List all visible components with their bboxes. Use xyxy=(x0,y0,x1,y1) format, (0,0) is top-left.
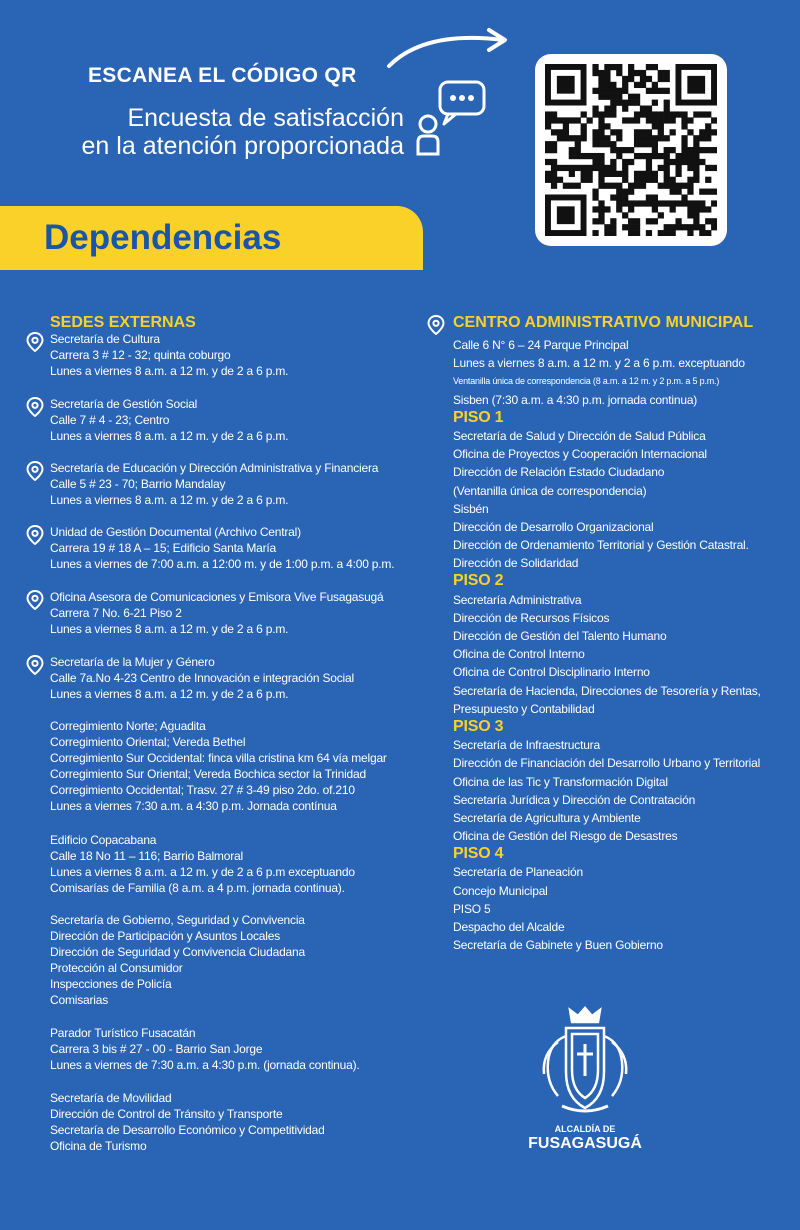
sede-detail: Carrera 3 # 12 - 32; quinta coburgo xyxy=(50,348,231,362)
sede-block xyxy=(50,1025,360,1073)
piso-title: PISO 4 xyxy=(453,845,504,863)
sede-detail: Dirección de Participación y Asuntos Locales xyxy=(50,929,280,943)
dependencia-item: Presupuesto y Contabilidad xyxy=(453,701,595,716)
sede-detail: Corregimiento Sur Occidental: finca villa cristina km 64 vía melgar xyxy=(50,751,387,765)
sede-detail: Carrera 7 No. 6-21 Piso 2 xyxy=(50,606,182,620)
sede-block xyxy=(50,524,394,572)
dependencia-item: Dirección de Relación Estado Ciudadano xyxy=(453,465,665,480)
cam-info: Calle 6 N° 6 – 24 Parque Principal xyxy=(453,338,629,352)
piso-title: PISO 2 xyxy=(453,572,504,590)
alcaldia-coat-of-arms-logo xyxy=(522,1002,648,1122)
sede-detail: Calle 7a.No 4-23 Centro de Innovación e integración Social xyxy=(50,671,354,685)
dependencia-item: PISO 5 xyxy=(453,901,491,916)
sede-detail: Calle 18 No 11 – 116; Barrio Balmoral xyxy=(50,849,243,863)
dependencia-item: Dirección de Recursos Físicos xyxy=(453,610,610,625)
dependencias-title: Dependencias xyxy=(44,218,282,257)
dependencia-item: Secretaría de Agricultura y Ambiente xyxy=(453,810,641,825)
dependencia-item: Oficina de Proyectos y Cooperación Internacional xyxy=(453,447,707,462)
sede-name: Oficina Asesora de Comunicaciones y Emisora Vive Fusagasugá xyxy=(50,590,384,604)
dependencia-item: Secretaría de Hacienda, Direcciones de Tesorería y Rentas, xyxy=(453,683,761,698)
sede-detail: Dirección de Seguridad y Convivencia Ciudadana xyxy=(50,945,305,959)
dependencia-item: Sisbén xyxy=(453,501,489,516)
sede-block xyxy=(50,331,288,379)
sede-name: Edificio Copacabana xyxy=(50,833,157,847)
centro-administrativo-title: CENTRO ADMINISTRATIVO MUNICIPAL xyxy=(453,314,754,331)
dependencia-item: (Ventanilla única de correspondencia) xyxy=(453,483,647,498)
sede-name: Secretaría de Cultura xyxy=(50,332,160,346)
sede-detail: Comisarías de Familia (8 a.m. a 4 p.m. jornada continua). xyxy=(50,881,345,895)
dependencia-item: Oficina de Control Interno xyxy=(453,647,585,662)
dependencia-item: Dirección de Solidaridad xyxy=(453,556,579,571)
dependencia-item: Secretaría Administrativa xyxy=(453,592,582,607)
dependencia-item: Dirección de Desarrollo Organizacional xyxy=(453,519,654,534)
sede-block xyxy=(50,912,305,1008)
sede-name: Parador Turístico Fusacatán xyxy=(50,1026,196,1040)
dependencia-item: Despacho del Alcalde xyxy=(453,920,565,934)
dependencia-item: Secretaría de Infraestructura xyxy=(453,738,600,753)
dependencia-item: Concejo Municipal xyxy=(453,883,548,898)
piso-title: PISO 3 xyxy=(453,717,504,735)
sede-block xyxy=(50,589,384,637)
dependencia-item: Oficina de Control Disciplinario Interno xyxy=(453,665,650,680)
sede-name: Secretaría de Gestión Social xyxy=(50,397,198,411)
sede-detail: Comisarias xyxy=(50,993,109,1007)
dependencia-item: Oficina de Gestión del Riesgo de Desastres xyxy=(453,829,678,844)
sede-detail: Calle 5 # 23 - 70; Barrio Mandalay xyxy=(50,477,226,491)
logo-text-fusagasuga: FUSAGASUGÁ xyxy=(528,1135,642,1152)
sede-detail: Lunes a viernes 8 a.m. a 12 m. y de 2 a 6 p.m exceptuando xyxy=(50,865,355,879)
location-pin-icon xyxy=(26,332,44,352)
sede-detail: Calle 7 # 4 - 23; Centro xyxy=(50,413,170,427)
logo-text-alcaldia: ALCALDÍA DE xyxy=(554,1124,616,1134)
sede-block xyxy=(50,1090,325,1154)
location-pin-icon xyxy=(26,525,44,545)
sede-detail: Lunes a viernes 8 a.m. a 12 m. y de 2 a 6 p.m. xyxy=(50,493,289,507)
dependencia-item: Dirección de Gestión del Talento Humano xyxy=(453,629,667,643)
arrow-icon xyxy=(385,22,515,72)
sede-detail: Lunes a viernes de 7:30 a.m. a 4:30 p.m. (jornada continua). xyxy=(50,1058,360,1072)
sede-block xyxy=(50,832,355,896)
sede-detail: Corregimiento Occidental; Trasv. 27 # 3-49 piso 2do. of.210 xyxy=(50,783,355,797)
survey-person-chat-icon xyxy=(410,80,490,162)
sede-detail: Inspecciones de Policía xyxy=(50,977,172,991)
sede-detail: Lunes a viernes 8 a.m. a 12 m. y de 2 a 6 p.m. xyxy=(50,364,289,378)
dependencia-item: Secretaría de Planeación xyxy=(453,865,583,880)
sede-detail: Lunes a viernes 8 a.m. a 12 m. y de 2 a 6 p.m. xyxy=(50,429,289,443)
location-pin-icon xyxy=(427,315,445,335)
survey-subtitle xyxy=(32,104,404,160)
sede-block xyxy=(50,654,354,702)
sede-detail: Oficina de Turismo xyxy=(50,1139,147,1153)
dependencia-item: Dirección de Financiación del Desarrollo Urbano y Territorial xyxy=(453,756,761,771)
survey-subtitle-line2: en la atención proporcionada xyxy=(81,132,404,160)
sede-detail: Lunes a viernes 8 a.m. a 12 m. y de 2 a 6 p.m. xyxy=(50,622,289,636)
sede-name: Corregimiento Norte; Aguadita xyxy=(50,719,206,733)
location-pin-icon xyxy=(26,590,44,610)
dependencia-item: Dirección de Ordenamiento Territorial y Gestión Catastral. xyxy=(453,538,749,553)
sede-detail: Protección al Consumidor xyxy=(50,961,183,975)
sede-detail: Lunes a viernes de 7:00 a.m. a 12:00 m. y de 1:00 p.m. a 4:00 p.m. xyxy=(50,557,395,571)
sede-detail: Corregimiento Sur Oriental; Vereda Bochica sector la Trinidad xyxy=(50,767,366,781)
sede-block xyxy=(50,396,288,444)
sede-detail: Carrera 3 bis # 27 - 00 - Barrio San Jorge xyxy=(50,1042,263,1056)
sede-name: Secretaría de Movilidad xyxy=(50,1091,172,1105)
sede-block xyxy=(50,718,387,814)
sede-detail: Secretaría de Desarrollo Económico y Competitividad xyxy=(50,1123,325,1137)
sede-name: Unidad de Gestión Documental (Archivo Central) xyxy=(50,525,301,539)
location-pin-icon xyxy=(26,655,44,675)
sede-detail: Lunes a viernes 8 a.m. a 12 m. y de 2 a 6 p.m. xyxy=(50,687,289,701)
cam-info: Lunes a viernes 8 a.m. a 12 m. y 2 a 6 p.m. exceptuando xyxy=(453,356,745,371)
sede-name: Secretaría de Educación y Dirección Administrativa y Financiera xyxy=(50,461,379,475)
sede-detail: Lunes a viernes 7:30 a.m. a 4:30 p.m. Jornada contínua xyxy=(50,799,337,813)
sede-name: Secretaría de Gobierno, Seguridad y Convivencia xyxy=(50,913,305,927)
cam-sisben: Sisben (7:30 a.m. a 4:30 p.m. jornada continua) xyxy=(453,392,698,407)
sede-detail: Dirección de Control de Tránsito y Transporte xyxy=(50,1107,283,1121)
location-pin-icon xyxy=(26,397,44,417)
location-pin-icon xyxy=(26,461,44,481)
dependencia-item: Oficina de las Tic y Transformación Digital xyxy=(453,774,668,789)
piso-title: PISO 1 xyxy=(453,408,504,426)
dependencia-item: Secretaría de Salud y Dirección de Salud Pública xyxy=(453,428,706,443)
centro-administrativo-list xyxy=(453,336,761,954)
scan-qr-title: ESCANEA EL CÓDIGO QR xyxy=(88,64,357,87)
sede-detail: Corregimiento Oriental; Vereda Bethel xyxy=(50,735,246,749)
dependencia-item: Secretaría Jurídica y Dirección de Contratación xyxy=(453,792,696,807)
sedes-externas-title: SEDES EXTERNAS xyxy=(50,314,196,331)
sede-block xyxy=(50,460,378,508)
qr-code[interactable] xyxy=(535,54,727,246)
sede-detail: Carrera 19 # 18 A – 15; Edificio Santa María xyxy=(50,541,277,555)
survey-subtitle-line1: Encuesta de satisfacción xyxy=(127,104,404,132)
dependencia-item: Secretaría de Gabinete y Buen Gobierno xyxy=(453,938,663,953)
cam-ventanilla: Ventanilla única de correspondencia (8 a.m. a 12 m. y 2 p.m. a 5 p.m.) xyxy=(453,376,720,387)
sede-name: Secretaría de la Mujer y Género xyxy=(50,655,215,669)
qr-code-pattern xyxy=(545,64,717,236)
